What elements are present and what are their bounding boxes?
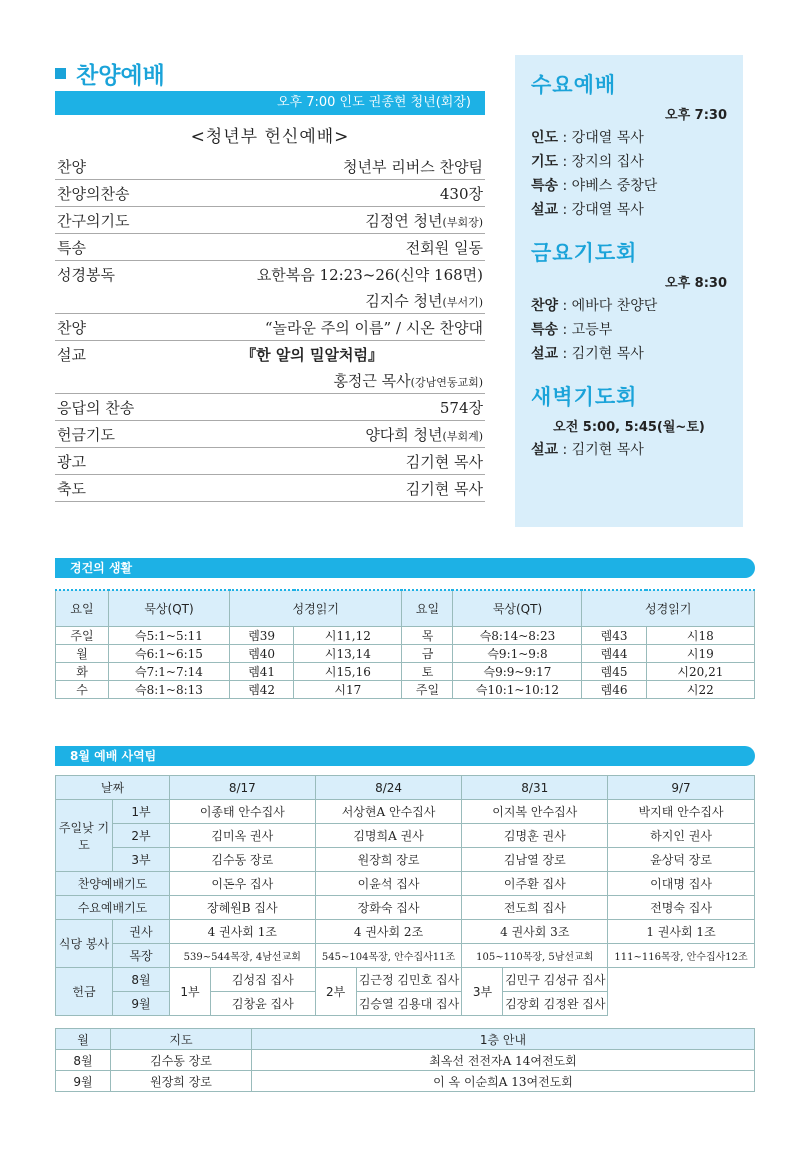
dawn-line-value: : 김기현 목사 <box>558 442 644 458</box>
team-cell: 수요예배기도 <box>56 896 170 920</box>
order-value <box>257 264 483 285</box>
life-cell: 렘45 <box>582 662 646 680</box>
order-label: 찬양 <box>57 158 86 176</box>
order-value <box>406 451 483 472</box>
team-cell: 4 권사회 3조 <box>462 920 608 944</box>
team-cell: 이주환 집사 <box>462 872 608 896</box>
order-label: 응답의 찬송 <box>57 399 135 417</box>
fri-lines <box>531 295 727 363</box>
team-cell: 김창윤 집사 <box>211 992 316 1016</box>
team-cell: 김명훈 권사 <box>462 824 608 848</box>
team-cell: 김근정 김민호 집사 <box>356 968 462 992</box>
order-value-text: 전회원 일동 <box>405 239 483 257</box>
life-cell: 렘42 <box>230 680 294 698</box>
team-cell: 김민구 김성규 집사 <box>503 968 608 992</box>
wed-line <box>531 127 727 147</box>
guide-cell: 8월 <box>56 1050 111 1071</box>
wed-line <box>531 199 727 219</box>
order-value <box>440 397 483 418</box>
team-sunday-row <box>56 824 755 848</box>
team-cell: 김성집 집사 <box>211 968 316 992</box>
team-cell: 김미옥 권사 <box>170 824 316 848</box>
order-row <box>55 287 485 314</box>
order-label: 헌금기도 <box>57 426 115 444</box>
guide-col-lead: 지도 <box>111 1029 252 1050</box>
guide-cell: 원장희 장로 <box>111 1071 252 1092</box>
guide-col-info: 1층 안내 <box>252 1029 755 1050</box>
team-cell: 목장 <box>113 944 170 968</box>
team-cell: 주일낮 기도 <box>56 800 113 872</box>
team-cell: 장화숙 집사 <box>315 896 462 920</box>
other-services-panel <box>515 55 743 527</box>
life-cell: 시19 <box>646 644 754 662</box>
order-value-text: 청년부 리버스 찬양팀 <box>343 158 483 176</box>
team-cell: 원장희 장로 <box>315 848 462 872</box>
team-cell: 4 권사회 2조 <box>315 920 462 944</box>
order-label: 찬양의찬송 <box>57 185 130 203</box>
order-value <box>406 237 483 258</box>
life-cell: 렘44 <box>582 644 646 662</box>
wed-line-key: 기도 <box>531 154 559 170</box>
guide-col-month: 월 <box>56 1029 111 1050</box>
order-label: 간구의기도 <box>57 212 130 230</box>
life-cell: 수 <box>56 680 109 698</box>
fri-service <box>531 237 727 363</box>
order-value-text: 430장 <box>439 185 483 203</box>
team-cell: 1부 <box>170 968 211 1016</box>
wed-lines <box>531 127 727 219</box>
team-cell: 이지복 안수집사 <box>462 800 608 824</box>
life-cell: 금 <box>402 644 453 662</box>
order-note: (부서기) <box>442 296 483 309</box>
wed-line-value: : 강대열 목사 <box>558 202 644 218</box>
team-offering-row <box>56 992 755 1016</box>
team-cell: 식당 봉사 <box>56 920 113 968</box>
fri-line <box>531 319 727 339</box>
dawn-line <box>531 439 727 459</box>
praise-subtitle: <청년부 헌신예배> <box>190 127 350 147</box>
team-cell: 찬양예배기도 <box>56 872 170 896</box>
order-row <box>55 314 485 341</box>
order-value <box>333 370 483 391</box>
order-row <box>55 180 485 207</box>
life-cell: 슥7:1~7:14 <box>109 662 230 680</box>
col-reading: 성경읽기 <box>230 590 402 626</box>
team-cell: 8월 <box>113 968 170 992</box>
praise-title: 찬양예배 <box>55 58 485 88</box>
team-cell: 장혜원B 집사 <box>170 896 316 920</box>
col-qt-2: 묵상(QT) <box>453 590 582 626</box>
team-date-row <box>56 776 755 800</box>
team-cell: 3부 <box>113 848 170 872</box>
wed-title: 수요예배 <box>531 73 617 97</box>
team-cell: 김승열 김용대 집사 <box>356 992 462 1016</box>
square-bullet-icon <box>55 68 66 79</box>
order-value-text: “놀라운 주의 이름” / 시온 찬양대 <box>264 319 483 337</box>
order-value <box>406 478 483 499</box>
order-label: 특송 <box>57 239 86 257</box>
life-cell: 시18 <box>646 626 754 644</box>
order-row <box>55 421 485 448</box>
dawn-time: 오전 5:00, 5:45(월~토) <box>553 420 705 435</box>
life-cell: 슥9:9~9:17 <box>453 662 582 680</box>
col-day-2: 요일 <box>402 590 453 626</box>
wed-service <box>531 69 727 219</box>
team-cell: 1부 <box>113 800 170 824</box>
fri-line-value: : 에바다 찬양단 <box>558 298 658 314</box>
team-cell: 9/7 <box>608 776 755 800</box>
order-value <box>365 424 483 445</box>
order-value <box>365 290 483 311</box>
team-cell: 8/31 <box>462 776 608 800</box>
praise-time-bar: 오후 7:00 인도 권종현 청년(회장) <box>55 91 485 115</box>
order-note: (부회장) <box>442 216 483 229</box>
team-cell: 3부 <box>462 968 503 1016</box>
team-cell: 전명숙 집사 <box>608 896 755 920</box>
wed-line-value: : 강대열 목사 <box>558 130 644 146</box>
wed-line-key: 설교 <box>531 202 559 218</box>
life-row <box>56 626 755 644</box>
order-value-text: 김정연 청년 <box>365 212 443 230</box>
team-cell: 539~544목장, 4남선교회 <box>170 944 316 968</box>
order-list <box>55 153 485 502</box>
guide-row <box>56 1050 755 1071</box>
order-value <box>343 156 483 177</box>
life-header: 경건의 생활 <box>55 558 755 578</box>
team-cell: 111~116목장, 안수집사12조 <box>608 944 755 968</box>
order-value <box>365 210 483 231</box>
wed-line <box>531 175 727 195</box>
life-body <box>56 626 755 698</box>
life-cell: 주일 <box>56 626 109 644</box>
life-row <box>56 662 755 680</box>
life-cell: 렘43 <box>582 626 646 644</box>
guide-row <box>56 1071 755 1092</box>
team-cell: 김장회 김정완 집사 <box>503 992 608 1016</box>
life-cell: 렘41 <box>230 662 294 680</box>
team-cell: 전도희 집사 <box>462 896 608 920</box>
wed-time: 오후 7:30 <box>665 108 727 123</box>
dawn-lines <box>531 439 727 459</box>
team-cell: 이대명 집사 <box>608 872 755 896</box>
team-cell: 1 권사회 1조 <box>608 920 755 944</box>
order-value-text: 김기현 목사 <box>405 480 483 498</box>
order-value-text: 『한 알의 밀알처럼』 <box>241 346 383 364</box>
team-cell: 2부 <box>315 968 356 1016</box>
order-row <box>55 341 485 367</box>
guide-cell: 김수동 장로 <box>111 1050 252 1071</box>
order-note: (부회계) <box>442 430 483 443</box>
life-cell: 시20,21 <box>646 662 754 680</box>
order-label: 축도 <box>57 480 86 498</box>
life-cell: 슥9:1~9:8 <box>453 644 582 662</box>
order-row <box>55 394 485 421</box>
life-cell: 시11,12 <box>294 626 402 644</box>
fri-line-key: 설교 <box>531 346 559 362</box>
order-value-text: 양다희 청년 <box>365 426 443 444</box>
col-qt: 묵상(QT) <box>109 590 230 626</box>
team-cell: 9월 <box>113 992 170 1016</box>
life-cell: 목 <box>402 626 453 644</box>
order-row <box>55 448 485 475</box>
team-cell: 윤상덕 장로 <box>608 848 755 872</box>
order-value-text: 요한복음 12:23~26(신약 168면) <box>256 266 483 284</box>
fri-line <box>531 295 727 315</box>
team-cell: 김남열 장로 <box>462 848 608 872</box>
team-cell: 김명희A 권사 <box>315 824 462 848</box>
guide-table <box>55 1028 755 1092</box>
order-row <box>55 153 485 180</box>
dawn-service <box>531 381 727 459</box>
guide-cell: 최옥선 전전자A 14여전도회 <box>252 1050 755 1071</box>
life-cell: 주일 <box>402 680 453 698</box>
team-cell: 105~110목장, 5남선교회 <box>462 944 608 968</box>
order-label: 성경봉독 <box>57 266 115 284</box>
order-value <box>241 344 383 365</box>
team-cell: 2부 <box>113 824 170 848</box>
fri-line-key: 찬양 <box>531 298 559 314</box>
team-cell: 이종태 안수집사 <box>170 800 316 824</box>
life-cell: 시15,16 <box>294 662 402 680</box>
team-offering-row <box>56 968 755 992</box>
team-cell: 날짜 <box>56 776 170 800</box>
life-cell: 렘39 <box>230 626 294 644</box>
team-meal-row <box>56 944 755 968</box>
team-cell: 헌금 <box>56 968 113 1016</box>
order-label: 설교 <box>57 346 86 364</box>
life-row <box>56 644 755 662</box>
team-cell: 545~104목장, 안수집사11조 <box>315 944 462 968</box>
order-row <box>55 367 485 394</box>
dawn-line-key: 설교 <box>531 442 559 458</box>
life-table <box>55 589 755 699</box>
team-header: 8월 예배 사역팀 <box>55 746 755 766</box>
fri-line <box>531 343 727 363</box>
guide-body <box>56 1050 755 1092</box>
life-cell: 렘40 <box>230 644 294 662</box>
wed-line-value: : 장지의 집사 <box>558 154 644 170</box>
wed-line-value: : 야베스 중창단 <box>558 178 658 194</box>
life-cell: 화 <box>56 662 109 680</box>
col-day: 요일 <box>56 590 109 626</box>
team-cell: 이윤석 집사 <box>315 872 462 896</box>
team-body <box>56 776 755 1016</box>
team-meal-row <box>56 920 755 944</box>
wed-line-key: 특송 <box>531 178 559 194</box>
team-cell: 하지인 권사 <box>608 824 755 848</box>
life-cell: 토 <box>402 662 453 680</box>
fri-line-value: : 고등부 <box>558 322 613 338</box>
fri-time: 오후 8:30 <box>665 276 727 291</box>
team-cell: 8/17 <box>170 776 316 800</box>
life-cell: 슥6:1~6:15 <box>109 644 230 662</box>
order-label: 광고 <box>57 453 86 471</box>
team-cell: 서상현A 안수집사 <box>315 800 462 824</box>
life-row <box>56 680 755 698</box>
order-value-text: 김지수 청년 <box>365 292 443 310</box>
order-value <box>440 183 483 204</box>
life-cell: 슥8:1~8:13 <box>109 680 230 698</box>
dawn-title: 새벽기도회 <box>531 385 638 409</box>
life-cell: 월 <box>56 644 109 662</box>
guide-cell: 9월 <box>56 1071 111 1092</box>
order-row <box>55 261 485 287</box>
team-cell: 김수동 장로 <box>170 848 316 872</box>
order-row <box>55 207 485 234</box>
fri-line-value: : 김기현 목사 <box>558 346 644 362</box>
team-sunday-row <box>56 848 755 872</box>
life-cell: 시13,14 <box>294 644 402 662</box>
life-cell: 렘46 <box>582 680 646 698</box>
order-value-text: 홍정근 목사 <box>333 372 411 390</box>
team-cell: 4 권사회 1조 <box>170 920 316 944</box>
life-cell: 슥8:14~8:23 <box>453 626 582 644</box>
guide-cell: 이 옥 이순희A 13여전도회 <box>252 1071 755 1092</box>
order-label: 찬양 <box>57 319 86 337</box>
team-sunday-row <box>56 800 755 824</box>
life-cell: 슥10:1~10:12 <box>453 680 582 698</box>
col-reading-2: 성경읽기 <box>582 590 755 626</box>
life-cell: 슥5:1~5:11 <box>109 626 230 644</box>
wed-line <box>531 151 727 171</box>
life-cell: 시22 <box>646 680 754 698</box>
life-cell: 시17 <box>294 680 402 698</box>
order-value <box>265 317 483 338</box>
wed-line-key: 인도 <box>531 130 559 146</box>
order-note: (강남연동교회) <box>410 376 483 389</box>
team-table <box>55 775 755 1016</box>
order-value-text: 김기현 목사 <box>405 453 483 471</box>
order-row <box>55 234 485 261</box>
fri-title: 금요기도회 <box>531 241 638 265</box>
fri-line-key: 특송 <box>531 322 559 338</box>
praise-service <box>55 58 485 502</box>
order-row <box>55 475 485 502</box>
order-value-text: 574장 <box>439 399 483 417</box>
team-cell: 이돈우 집사 <box>170 872 316 896</box>
team-wed_prayer-row <box>56 896 755 920</box>
team-cell: 8/24 <box>315 776 462 800</box>
team-cell: 박지태 안수집사 <box>608 800 755 824</box>
team-cell: 권사 <box>113 920 170 944</box>
team-praise_prayer-row <box>56 872 755 896</box>
